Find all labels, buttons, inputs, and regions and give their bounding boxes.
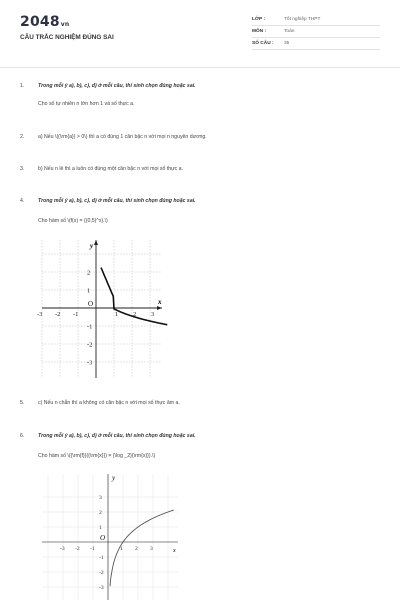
exponential-graph bbox=[37, 236, 166, 378]
exam-meta-panel bbox=[252, 14, 380, 50]
question-number: 1. bbox=[20, 83, 25, 89]
x-tick-label: -2 bbox=[55, 311, 61, 318]
y-tick-label: 3 bbox=[99, 495, 102, 501]
meta-row-count bbox=[252, 38, 380, 50]
origin-label: O bbox=[88, 300, 94, 308]
x-tick-label: -3 bbox=[60, 546, 65, 552]
y-tick-label: -3 bbox=[99, 585, 104, 591]
x-tick-label: 3 bbox=[150, 546, 153, 552]
site-logo[interactable]: 2048vn bbox=[20, 14, 70, 30]
y-tick-label: 1 bbox=[87, 287, 91, 295]
y-tick-label: -2 bbox=[87, 341, 93, 349]
question-instruction: Trong mỗi ý a), b), c), d) ở mỗi câu, thí sinh chọn đúng hoặc sai. bbox=[38, 83, 196, 89]
question-statement: a) Nếu \((\rm{a}) > 0\) thì a có đúng 1 căn bậc n với mọi n nguyên dương. bbox=[38, 134, 207, 140]
y-axis-label: y bbox=[112, 474, 116, 482]
x-tick-label: -1 bbox=[73, 311, 79, 318]
y-axis-label: y bbox=[90, 242, 94, 250]
x-tick-label: -1 bbox=[90, 546, 95, 552]
x-tick-label: 1 bbox=[120, 546, 123, 552]
x-tick-label: -2 bbox=[75, 546, 80, 552]
y-tick-label: 1 bbox=[99, 525, 102, 531]
question-number: 2. bbox=[20, 134, 25, 140]
meta-value: 35 bbox=[284, 41, 290, 46]
x-axis-label: x bbox=[173, 548, 176, 554]
y-tick-label: -1 bbox=[99, 555, 104, 561]
x-tick-label: 3 bbox=[151, 311, 155, 318]
meta-value: Tốt nghiệp THPT bbox=[284, 17, 321, 22]
question-number: 5. bbox=[20, 400, 25, 406]
meta-label: LỚP : bbox=[252, 17, 266, 22]
y-tick-label: 2 bbox=[87, 269, 91, 277]
x-axis-label: x bbox=[158, 298, 162, 306]
meta-row-class bbox=[252, 14, 380, 26]
x-tick-label: 1 bbox=[115, 311, 119, 318]
meta-label: SỐ CÂU : bbox=[252, 41, 274, 46]
y-tick-label: -2 bbox=[99, 570, 104, 576]
origin-label: O bbox=[100, 534, 106, 542]
question-6-prompt: Cho hàm số \({\rm{f}}({\rm{x}}) = {\log _2}{\rm{x}}).\) bbox=[38, 453, 156, 459]
meta-value: Toán bbox=[284, 29, 295, 34]
question-number: 3. bbox=[20, 166, 25, 172]
y-tick-label: -1 bbox=[87, 323, 93, 331]
question-statement: b) Nếu n lẻ thì a luôn có đúng một căn bậc n với mọi số thực a. bbox=[38, 166, 183, 172]
y-tick-label: 2 bbox=[99, 510, 102, 516]
question-number: 4. bbox=[20, 198, 25, 204]
question-statement: c) Nếu n chẵn thì a không có căn bậc n với mọi số thực âm a. bbox=[38, 400, 180, 406]
question-instruction: Trong mỗi ý a), b), c), d) ở mỗi câu, thí sinh chọn đúng hoặc sai. bbox=[38, 198, 196, 204]
x-tick-label: 2 bbox=[133, 311, 137, 318]
logarithm-graph bbox=[42, 470, 186, 600]
x-tick-label: 2 bbox=[135, 546, 138, 552]
x-tick-label: -3 bbox=[37, 311, 43, 318]
question-number: 6. bbox=[20, 433, 25, 439]
page-subtitle: CÂU TRẮC NGHIỆM ĐÚNG SAI bbox=[20, 34, 114, 41]
question-1-prompt: Cho số tự nhiên n lớn hơn 1 và số thực a. bbox=[38, 101, 135, 107]
question-instruction: Trong mỗi ý a), b), c), d) ở mỗi câu, thí sinh chọn đúng hoặc sai. bbox=[38, 433, 196, 439]
header-divider bbox=[0, 67, 400, 68]
meta-row-subject bbox=[252, 26, 380, 38]
meta-label: MÔN : bbox=[252, 29, 267, 34]
y-tick-label: -3 bbox=[87, 359, 93, 367]
question-4-prompt: Cho hàm số \(f(x) = {(0,5)^x}.\) bbox=[38, 218, 108, 224]
